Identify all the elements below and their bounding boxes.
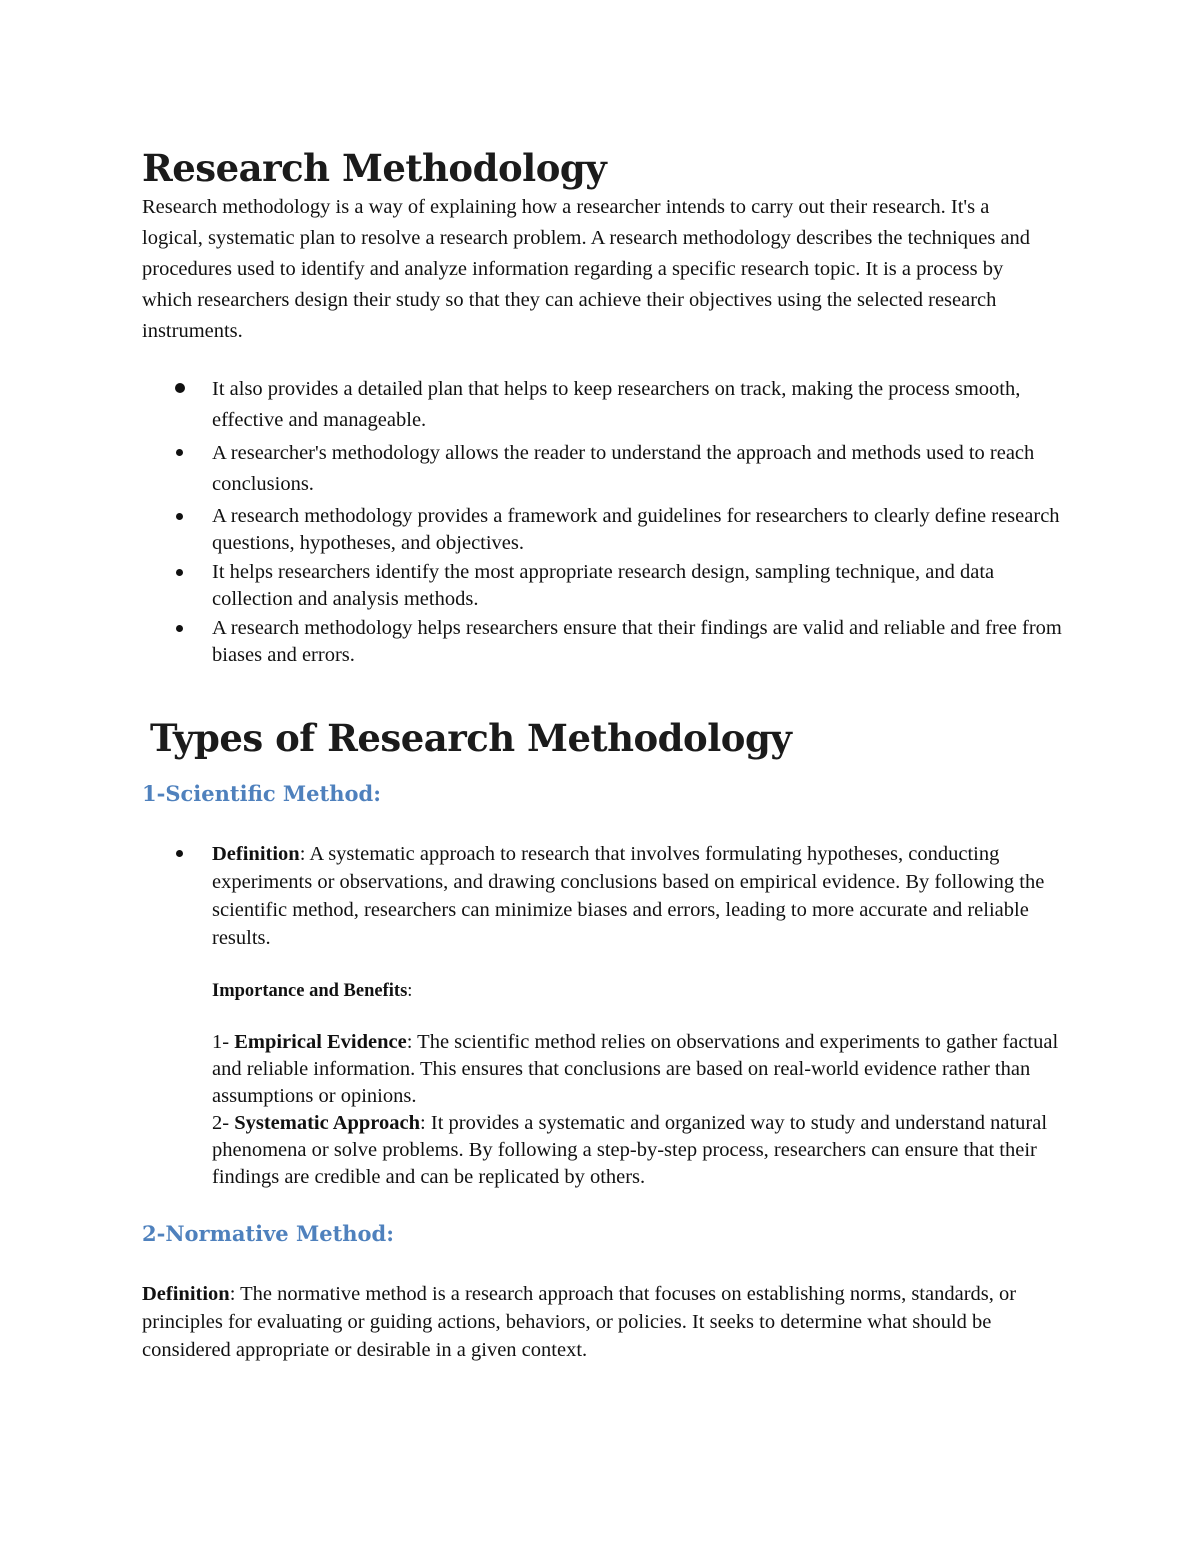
definition-text: : A systematic approach to research that involves formulating hypotheses, conducting experiments or observations, and drawing conclusions based on empirical evidence. By following the scientific method, researchers can minimize biases and errors, leading to more accurate and reliable results.	[212, 843, 1045, 949]
bullet-icon	[175, 383, 185, 393]
benefit-item	[212, 1110, 1072, 1191]
normative-method-heading: 2-Normative Method:	[142, 1221, 394, 1246]
definition-label: Definition	[142, 1283, 230, 1305]
benefits-block	[212, 1029, 1072, 1191]
bullet-icon	[176, 513, 183, 520]
benefit-number: 1-	[212, 1031, 235, 1053]
benefits-list-top	[0, 374, 1072, 502]
benefits-list-bottom	[0, 503, 1072, 671]
bullet-icon	[176, 625, 183, 632]
benefit-label: Systematic Approach	[234, 1112, 421, 1134]
list-item	[0, 438, 1072, 500]
benefit-item	[212, 1029, 1072, 1110]
intro-paragraph: Research methodology is a way of explaining how a researcher intends to carry out their research. It's a logical, systematic plan to resolve a research problem. A research methodology describes the techniques and procedures used to identify and analyze information regarding a specific research topic. It is a process by which researchers design their study so that they can achieve their objectives using the selected research instruments.	[142, 196, 1031, 342]
scientific-method-heading: 1-Scientific Method:	[142, 781, 381, 806]
importance-label: Importance and Benefits	[212, 981, 408, 1001]
benefit-text: : It provides a systematic and organized way to study and understand natural phenomena or solve problems. By following a step-by-step process, researchers can ensure that their findings are credible and can be replicated by others.	[212, 1112, 1048, 1188]
list-item-text: A researcher's methodology allows the reader to understand the approach and methods used to reach conclusions.	[212, 442, 1035, 495]
list-item-text: A research methodology provides a framework and guidelines for researchers to clearly define research questions, hypotheses, and objectives.	[212, 505, 1060, 554]
list-item	[0, 503, 1072, 557]
list-item-text: It helps researchers identify the most appropriate research design, sampling technique, and data collection and analysis methods.	[212, 561, 995, 610]
importance-heading	[212, 977, 1072, 1005]
definition-label: Definition	[212, 843, 300, 865]
benefit-number: 2-	[212, 1112, 235, 1134]
bullet-icon	[176, 850, 183, 857]
definition-text: : The normative method is a research approach that focuses on establishing norms, standards, or principles for evaluating or guiding actions, behaviors, or policies. It seeks to determine what should be considered appropriate or desirable in a given context.	[142, 1283, 1017, 1361]
list-item	[0, 559, 1072, 613]
list-item	[0, 374, 1072, 436]
importance-colon: :	[407, 981, 413, 1001]
scientific-definition-list	[0, 840, 1072, 952]
bullet-icon	[176, 569, 183, 576]
benefit-label: Empirical Evidence	[234, 1031, 407, 1053]
list-item-text: It also provides a detailed plan that helps to keep researchers on track, making the process smooth, effective and manageable.	[212, 378, 1021, 431]
bullet-icon	[176, 449, 183, 456]
normative-definition	[142, 1280, 1042, 1364]
benefit-text: : The scientific method relies on observations and experiments to gather factual and reliable information. This ensures that conclusions are based on real-world evidence rather than assumptions or opinions.	[212, 1031, 1059, 1107]
list-item-text: A research methodology helps researchers ensure that their findings are valid and reliable and free from biases and errors.	[212, 617, 1062, 666]
list-item	[0, 615, 1072, 669]
list-item	[0, 840, 1072, 952]
types-section-title: Types of Research Methodology	[150, 716, 792, 760]
page-title: Research Methodology	[142, 146, 607, 190]
